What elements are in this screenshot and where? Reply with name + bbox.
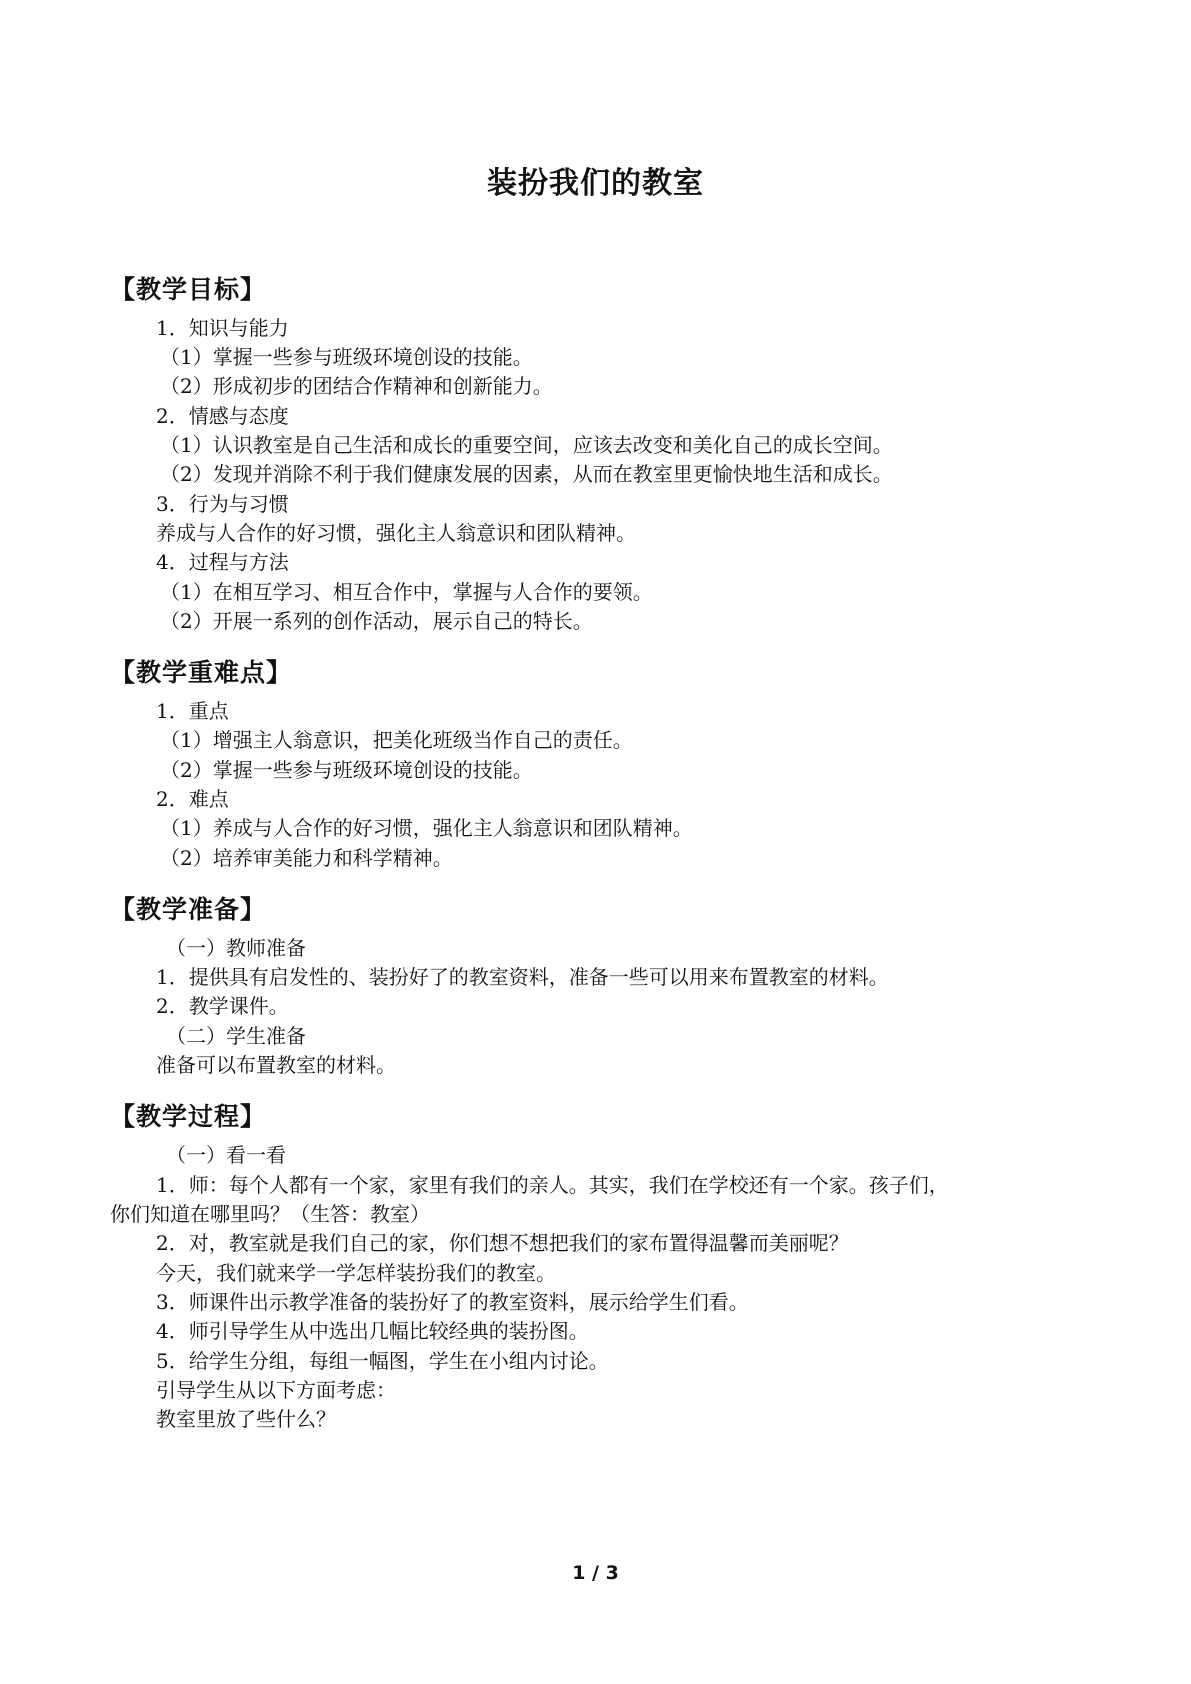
paragraph-line: 你们知道在哪里吗？（生答：教室） xyxy=(110,1202,430,1226)
paragraph-line: （2）开展一系列的创作活动，展示自己的特长。 xyxy=(160,609,593,633)
section-heading-preparation: 【教学准备】 xyxy=(110,895,267,924)
paragraph-line: （1）增强主人翁意识，把美化班级当作自己的责任。 xyxy=(160,728,633,752)
paragraph-line: 准备可以布置教室的材料。 xyxy=(156,1053,396,1077)
paragraph-line: 4．师引导学生从中选出几幅比较经典的装扮图。 xyxy=(156,1319,589,1343)
paragraph-line: 1．知识与能力 xyxy=(156,316,289,340)
paragraph-line: 2．教学课件。 xyxy=(156,994,289,1018)
section-heading-objectives: 【教学目标】 xyxy=(110,275,267,304)
paragraph-line: （2）掌握一些参与班级环境创设的技能。 xyxy=(160,758,533,782)
section-heading-process: 【教学过程】 xyxy=(110,1102,267,1131)
paragraph-line: 3．行为与习惯 xyxy=(156,492,289,516)
page-title: 装扮我们的教室 xyxy=(487,166,704,201)
paragraph-line: （2）形成初步的团结合作精神和创新能力。 xyxy=(160,374,553,398)
paragraph-line: （二）学生准备 xyxy=(166,1024,306,1048)
section-heading-key-points: 【教学重难点】 xyxy=(110,658,293,687)
paragraph-line: 教室里放了些什么？ xyxy=(156,1407,336,1431)
paragraph-line: 1．提供具有启发性的、装扮好了的教室资料，准备一些可以用来布置教室的材料。 xyxy=(156,965,889,989)
paragraph-line: （一）教师准备 xyxy=(166,936,306,960)
page-number: 1 / 3 xyxy=(572,1562,619,1584)
paragraph-line: （2）培养审美能力和科学精神。 xyxy=(160,846,453,870)
paragraph-line: 2．对，教室就是我们自己的家，你们想不想把我们的家布置得温馨而美丽呢？ xyxy=(156,1231,849,1255)
paragraph-line: （一）看一看 xyxy=(166,1143,286,1167)
paragraph-line: （1）在相互学习、相互合作中，掌握与人合作的要领。 xyxy=(160,580,653,604)
paragraph-line: （2）发现并消除不利于我们健康发展的因素，从而在教室里更愉快地生活和成长。 xyxy=(160,462,893,486)
paragraph-line: 3．师课件出示教学准备的装扮好了的教室资料，展示给学生们看。 xyxy=(156,1290,749,1314)
paragraph-line: （1）养成与人合作的好习惯，强化主人翁意识和团队精神。 xyxy=(160,816,693,840)
paragraph-line: （1）掌握一些参与班级环境创设的技能。 xyxy=(160,345,533,369)
paragraph-line: 1．重点 xyxy=(156,699,229,723)
paragraph-line: 2．难点 xyxy=(156,787,229,811)
paragraph-line: 养成与人合作的好习惯，强化主人翁意识和团队精神。 xyxy=(156,521,636,545)
paragraph-line: 4．过程与方法 xyxy=(156,550,289,574)
paragraph-line: 5．给学生分组，每组一幅图，学生在小组内讨论。 xyxy=(156,1349,609,1373)
paragraph-line: 今天，我们就来学一学怎样装扮我们的教室。 xyxy=(156,1261,556,1285)
paragraph-line: 引导学生从以下方面考虑： xyxy=(156,1378,396,1402)
paragraph-line: 2．情感与态度 xyxy=(156,404,289,428)
paragraph-line: （1）认识教室是自己生活和成长的重要空间，应该去改变和美化自己的成长空间。 xyxy=(160,433,893,457)
paragraph-line: 1．师：每个人都有一个家，家里有我们的亲人。其实，我们在学校还有一个家。孩子们， xyxy=(156,1173,949,1197)
